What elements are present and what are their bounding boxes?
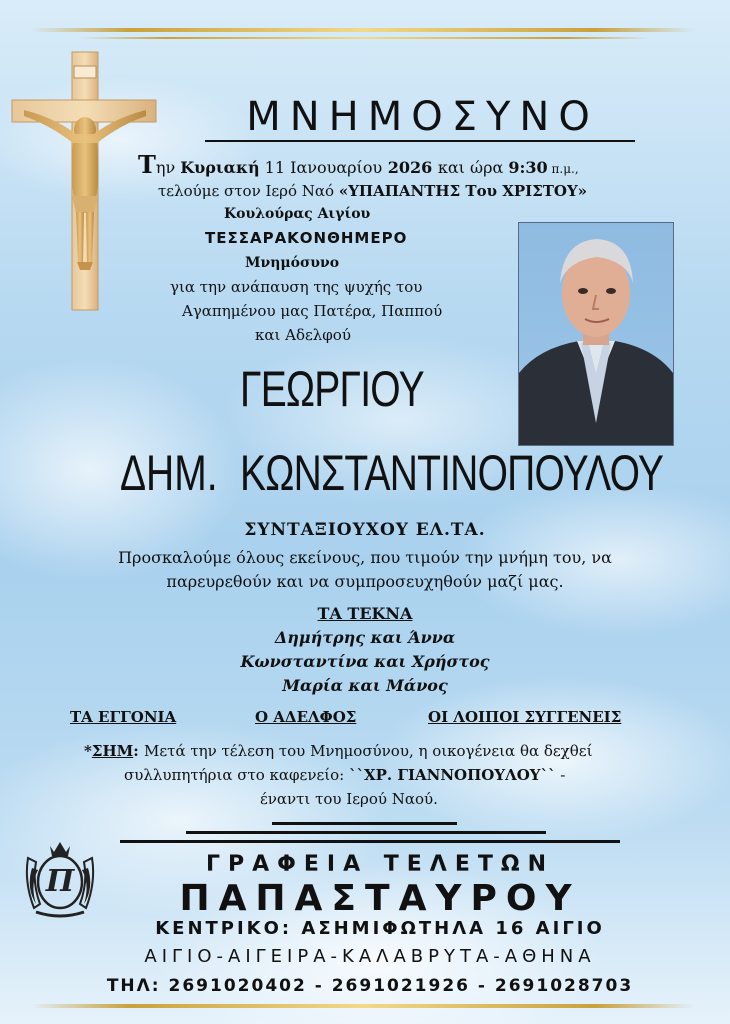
group-brother: Ο ΑΔΕΛΦΟΣ	[255, 708, 357, 726]
group-grandchildren: ΤΑ ΕΓΓΟΝΙΑ	[70, 708, 177, 726]
funeral-home-line-1: ΓΡΑΦΕΙΑ ΤΕΛΕΤΩΝ	[206, 852, 554, 877]
time-suffix: π.μ.,	[547, 162, 579, 176]
note-prefix: συλλυπητήρια στο καφενείο:	[124, 766, 349, 784]
children-name: Δημήτρης και Άννα	[274, 628, 456, 647]
intro-line-2	[158, 182, 587, 200]
intro-memorial: Μνημόσυνο	[245, 255, 340, 271]
year: 2026	[382, 158, 438, 177]
note-line-2	[124, 766, 565, 784]
crucifix-icon	[10, 48, 158, 313]
funeral-home-logo-icon	[22, 838, 98, 920]
intro-text: ην	[155, 158, 181, 177]
funeral-home-address: ΚΕΝΤΡΙΚΟ: ΑΣΗΜΙΦΩΤΗΛΑ 16 ΑΙΓΙΟ	[155, 918, 605, 939]
intro-ceremony: ΤΕΣΣΑΡΑΚΟΝΘΗΜΕΡΟ	[205, 229, 408, 247]
invitation-line-1: Προσκαλούμε όλους εκείνους, που τιμούν την μνήμη του, να	[118, 548, 612, 567]
church-name: «ΥΠΑΠΑΝΤΗΣ Του ΧΡΙΣΤΟΥ»	[338, 182, 588, 200]
intro-village: Κουλούρας Αιγίου	[224, 206, 371, 222]
portrait-photo	[518, 222, 674, 446]
month: Ιανουαρίου	[290, 158, 383, 177]
deceased-first-name: ΓΕΩΡΓΙΟΥ	[240, 361, 424, 417]
intro-line-8: και Αδελφού	[255, 326, 351, 344]
logo-letter: Π	[45, 864, 75, 899]
note-text: Μετά την τέλεση του Μνημοσύνου, η οικογένεια θα δεχθεί	[144, 742, 593, 760]
note-dash: -	[555, 766, 566, 784]
page-title: ΜΝΗΜΟΣΥΝΟ	[246, 94, 599, 140]
funeral-home-name: ΠΑΠΑΣΤΑΥΡΟΥ	[179, 878, 581, 919]
note-line-3: έναντι του Ιερού Ναού.	[260, 790, 438, 808]
bottom-gold-line	[30, 1004, 695, 1008]
children-heading: ΤΑ ΤΕΚΝΑ	[317, 604, 413, 623]
funeral-home-branches: ΑΙΓΙΟ-ΑΙΓΕΙΡΑ-ΚΑΛΑΒΡΥΤΑ-ΑΘΗΝΑ	[144, 946, 596, 967]
deceased-patronymic: ΔΗΜ.	[120, 445, 218, 501]
profession: ΣΥΝΤΑΞΙΟΥΧΟΥ ΕΛ.ΤΑ.	[244, 520, 486, 540]
deceased-last-name: ΚΩΝΣΤΑΝΤΙΝΟΠΟΥΛΟΥ	[240, 445, 664, 501]
intro-line-1	[138, 150, 698, 179]
time: 9:30	[508, 158, 548, 177]
time-label: και ώρα	[437, 158, 509, 177]
divider-short	[272, 822, 457, 825]
top-gold-line-thin	[80, 37, 650, 39]
divider-long	[120, 840, 620, 843]
invitation-line-2: παρευρεθούν και να συμπροσευχηθούν μαζί μας.	[166, 572, 564, 591]
note-place: ``ΧΡ. ΓΙΑΝΝΟΠΟΥΛΟΥ``	[348, 766, 556, 784]
title-underline	[205, 140, 635, 142]
dropcap: Τ	[138, 150, 156, 179]
intro-line-7: Αγαπημένου μας Πατέρα, Παππού	[182, 302, 443, 320]
top-gold-line	[30, 28, 695, 32]
note-line-1	[84, 742, 592, 760]
divider-mid	[186, 831, 546, 834]
intro-line-6: για την ανάπαυση της ψυχής του	[170, 278, 423, 296]
day: Κυριακή	[180, 158, 260, 177]
children-name: Κωνσταντίνα και Χρήστος	[240, 652, 490, 671]
children-name: Μαρία και Μάνος	[282, 676, 448, 695]
group-relatives: ΟΙ ΛΟΙΠΟΙ ΣΥΓΓΕΝΕΙΣ	[428, 708, 622, 726]
note-colon: :	[133, 742, 145, 760]
church-prefix: τελούμε στον Ιερό Ναό	[158, 182, 339, 200]
funeral-home-phones: ΤΗΛ: 2691020402 - 2691021926 - 2691028703	[106, 976, 634, 996]
note-label: ΣΗΜ	[91, 742, 134, 760]
date: 11	[259, 158, 291, 177]
note-star: *	[84, 742, 92, 760]
